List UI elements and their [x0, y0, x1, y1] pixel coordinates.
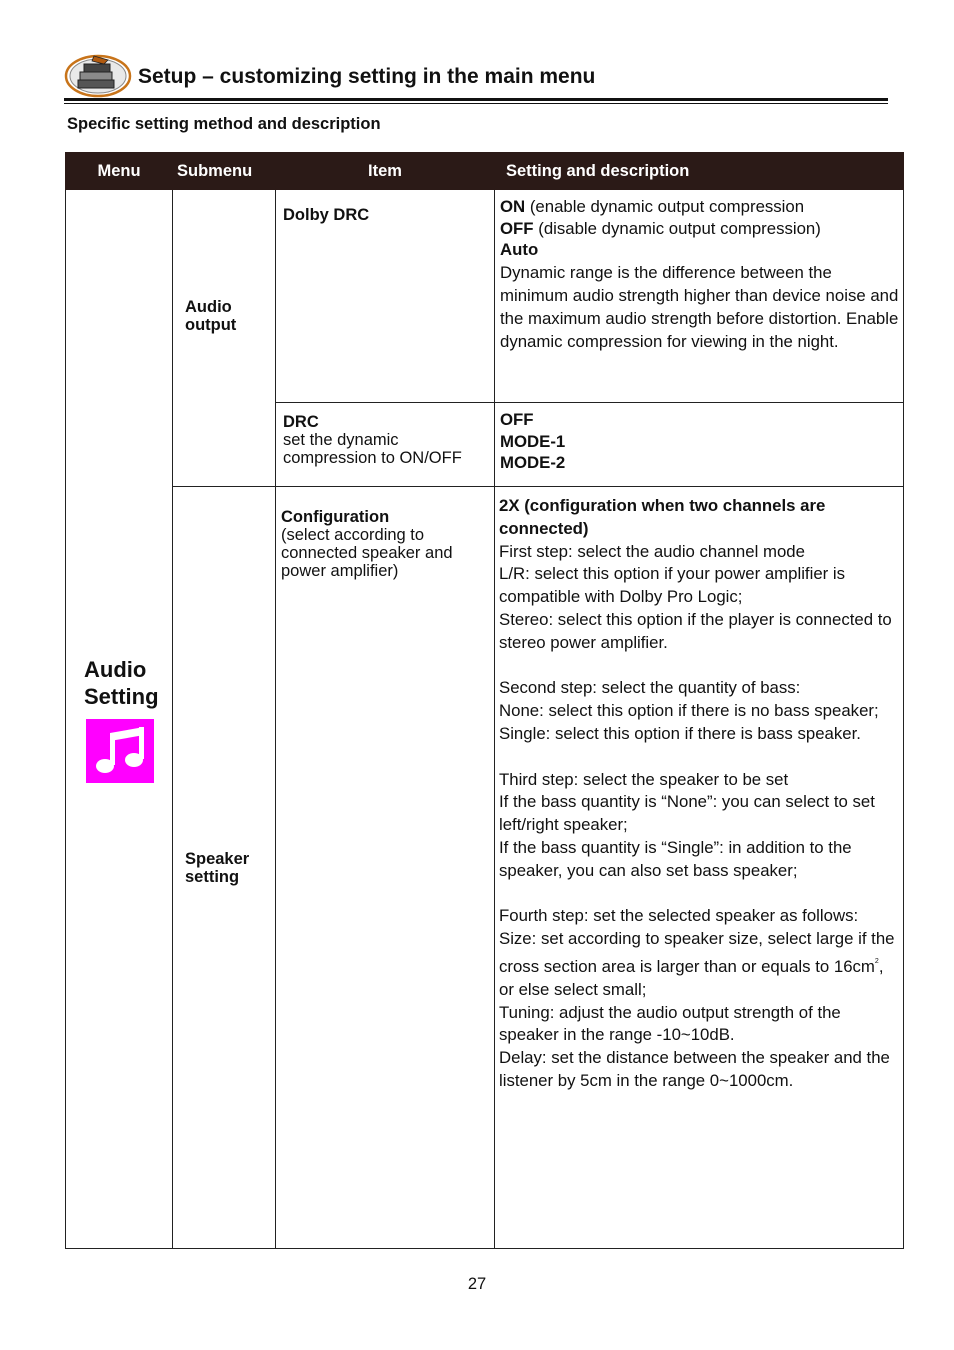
page-title: Setup – customizing setting in the main menu: [138, 65, 596, 88]
step4-intro: Fourth step: set the selected speaker as follows:: [499, 906, 859, 926]
step4-size-superscript: 2: [874, 957, 879, 965]
table-row: [66, 190, 904, 403]
books-logo-icon: [64, 52, 132, 98]
item-configuration-desc: (select according to connected speaker and power amplifier): [281, 526, 453, 580]
config-heading: 2X (configuration when two channels are connected): [499, 496, 826, 538]
spacer: [499, 746, 899, 769]
step2-line: Single: select this option if there is bass speaker.: [499, 723, 861, 743]
step3-line: If the bass quantity is “None”: you can select to set left/right speaker;: [499, 792, 875, 835]
settings-table: [65, 152, 904, 1249]
step1-line: Stereo: select this option if the player is connected to stereo power amplifier.: [499, 609, 892, 652]
menu-title-line1: Audio: [84, 656, 147, 682]
submenu-label-line1: Audio: [185, 298, 232, 316]
submenu-label-line2: output: [185, 316, 237, 334]
option-on-label: ON: [500, 197, 526, 216]
desc-drc: [495, 403, 904, 487]
header-submenu: Submenu: [173, 153, 276, 190]
option-off: OFF: [500, 410, 534, 429]
submenu-label-line1: Speaker: [185, 849, 250, 868]
step1-line: First step: select the audio channel mode: [499, 541, 805, 561]
spacer: [499, 655, 899, 678]
step4-size: [499, 928, 899, 1001]
option-auto: Auto: [500, 240, 539, 259]
step1-line: L/R: select this option if your power amplifier is compatible with Dolby Pro Logic;: [499, 564, 846, 607]
step2-line: None: select this option if there is no bass speaker;: [499, 701, 879, 721]
desc-dolby-drc: [495, 190, 904, 403]
option-off-text: (disable dynamic output compression): [533, 218, 821, 238]
section-title: Specific setting method and description: [67, 115, 381, 133]
table-header-row: [66, 153, 904, 190]
step3-line: Third step: select the speaker to be set: [499, 769, 789, 789]
step4-size-suffix: , or else select small;: [499, 956, 884, 999]
item-dolby-drc: [276, 190, 495, 403]
item-drc-label: [276, 403, 494, 467]
step4-delay: Delay: set the distance between the speaker and the listener by 5cm in the range 0~1000cm.: [499, 1048, 890, 1090]
item-configuration-title: Configuration: [281, 508, 390, 526]
desc-configuration: [495, 487, 904, 1249]
desc-dolby-drc-text: [495, 190, 903, 353]
header-setting: Setting and description: [495, 153, 904, 190]
item-dolby-drc-label: [276, 190, 494, 224]
submenu-audio-output: [173, 190, 276, 487]
step4-tuning: Tuning: adjust the audio output strength of the speaker in the range -10~10dB.: [499, 1002, 841, 1045]
item-configuration-label: [276, 487, 494, 580]
submenu-label: [173, 298, 275, 334]
option-off-label: OFF: [500, 218, 534, 238]
desc-configuration-text: [495, 487, 903, 1093]
page-header: [64, 52, 888, 104]
step3-line: If the bass quantity is “Single”: in addition to the speaker, you can also set bass speaker;: [499, 837, 852, 880]
option-off: [500, 218, 899, 240]
option-on: [500, 196, 899, 218]
option-mode-1: MODE-1: [500, 431, 566, 451]
desc-drc-options: [495, 403, 903, 474]
header-menu: Menu: [66, 153, 173, 190]
item-drc: [276, 403, 495, 487]
submenu-label-line2: setting: [185, 867, 240, 886]
submenu-label: [173, 850, 275, 886]
drc-description: Dynamic range is the difference between the minimum audio strength higher than device noise and the maximum audio strength before distortion. Enable dynamic compression for viewing in the night.: [500, 262, 899, 351]
item-drc-title: DRC: [283, 413, 319, 431]
header-rule: [64, 98, 888, 101]
item-dolby-drc-title: Dolby DRC: [283, 206, 370, 224]
menu-title-line2: Setting: [84, 683, 159, 709]
menu-title: [66, 656, 172, 710]
page-number: 27: [467, 1275, 487, 1293]
header-item: Item: [276, 153, 495, 190]
menu-cell: [66, 190, 173, 1249]
option-mode-2: MODE-2: [500, 453, 566, 472]
table-row: [66, 487, 904, 1249]
music-note-icon: [86, 719, 154, 783]
spacer: [499, 883, 899, 906]
step4-size-text: Size: set according to speaker size, select large if the cross section area is larger than or equals to 16cm: [499, 929, 895, 976]
option-on-text: (enable dynamic output compression: [525, 197, 805, 216]
step2-line: Second step: select the quantity of bass:: [499, 678, 801, 698]
item-configuration: [276, 487, 495, 1249]
item-drc-desc: set the dynamic compression to ON/OFF: [283, 431, 462, 467]
header-rule-thin: [64, 103, 888, 104]
submenu-speaker-setting: [173, 487, 276, 1249]
